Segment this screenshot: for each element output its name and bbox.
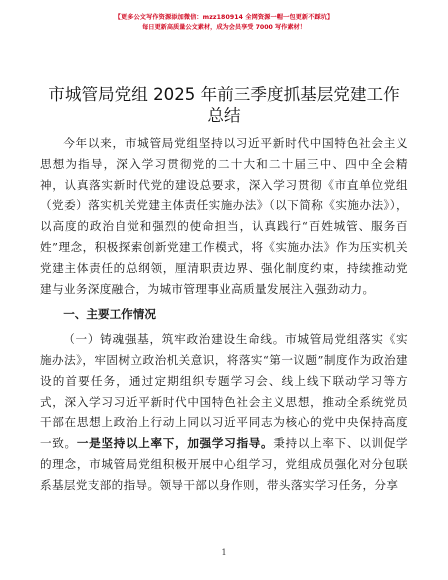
document-title: 市城管局党组 2025 年前三季度抓基层党建工作总结	[48, 85, 400, 125]
document-body	[40, 133, 408, 496]
point-text: 秉持以上率下、以训促学的理念，市城管局党组积极开展中心组学习，党组成员强化对分包联系基层党支部的指导。领导干部以身作则，带头落实学习任务，分享	[40, 436, 408, 492]
subsection-lead: （一）铸魂强基，筑牢政治建设生命线。	[63, 332, 286, 347]
banner-line-2: 每日更新高质量公文素材，成为会员享受 7000 写作素材！	[142, 24, 306, 31]
intro-paragraph: 今年以来，市城管局党组坚持以习近平新时代中国特色社会主义思想为指导，深入学习贯彻党的二十大和二十届三中、四中全会精神，认真落实新时代党的建设总要求，深入学习贯彻《市直单位党组（党委）落实机关党建主体责任实施办法》（以下简称《实施办法》），以高度的政治自觉和强烈的使命担当，认真践行“百姓城管、服务百姓”理念，积极探索创新党建工作模式，将《实施办法》作为压实机关党建主体责任的总纲领，厘清职责边界、强化制度约束，持续推动党建与业务深度融合，为城市管理事业高质量发展注入强劲动力。	[40, 136, 408, 296]
banner-line-1: 【更多公文写作资源添加微信：mzz180914 全网资源一帽一包更新不踩坑】	[114, 14, 334, 21]
subsection-text: 市城管局党组落实《实施办法》，牢固树立政治机关意识，将落实“第一议题”制度作为政治建设的首要任务，通过定期组织专题学习会、线上线下联动学习等方式，深入学习习近平新时代中国特色社会主义思想，推动全系统党员干部在思想上政治上行动上同以习近平同志为核心的党中央保持高度一致。	[40, 332, 408, 451]
promo-banner	[0, 13, 448, 32]
page-number: 1	[221, 548, 227, 557]
point-lead: 一是坚持以上率下，加强学习指导。	[76, 436, 274, 451]
section-heading: 一、主要工作情况	[63, 307, 156, 322]
subsection-paragraph	[40, 329, 408, 495]
